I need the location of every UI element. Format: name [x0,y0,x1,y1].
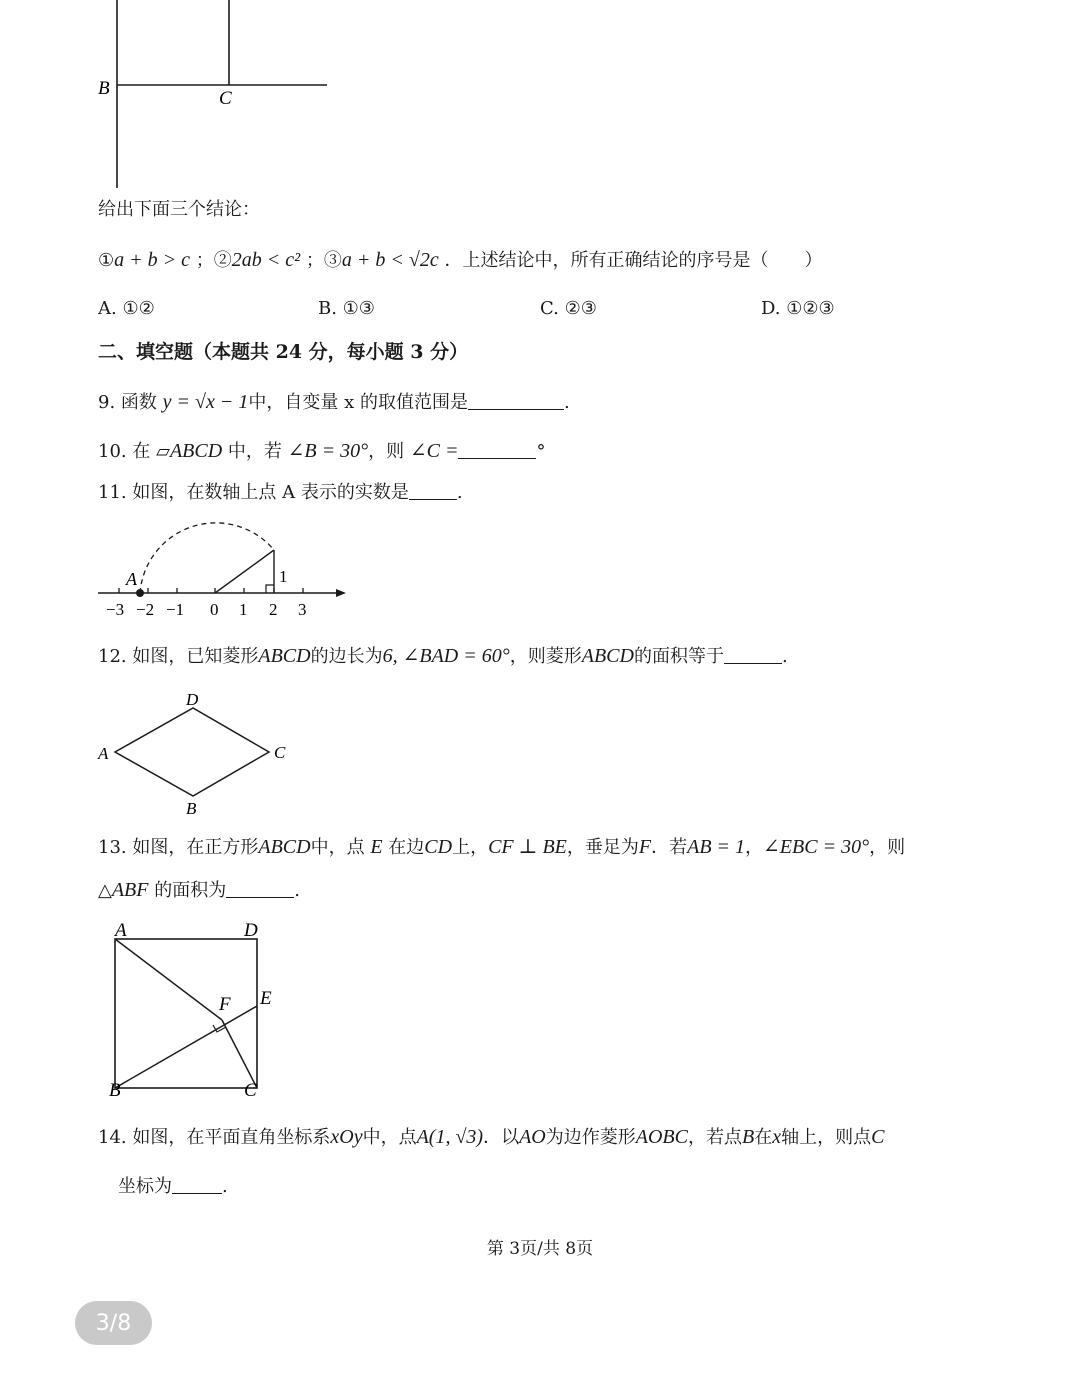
page-indicator[interactable]: 3/8 [75,1301,152,1345]
q13-e6: AB = 1 [687,836,746,858]
q13-label-e: E [260,988,272,1009]
q11-hypotenuse [215,550,274,593]
q14-t5: 在 [754,1127,773,1148]
q11-tick-label: 3 [298,600,307,619]
q14-number: 14. [98,1127,127,1148]
q10-answer-blank[interactable] [458,440,536,459]
q14-end: . [222,1176,228,1197]
q8-choice-b[interactable]: B. ①③ [318,298,375,319]
q12-mid: 的边长为 [310,646,383,667]
page-footer: 第 3页/共 8页 [486,1239,594,1259]
q11-tick-label: −3 [106,600,125,619]
q10-expr3: ∠C = [409,440,459,462]
q12-expr2: 6, ∠BAD = 60° [382,645,510,667]
q14-answer-blank[interactable] [172,1175,222,1194]
q13-label-d: D [244,920,258,941]
q13-label-c: C [244,1080,257,1101]
q8-c2-mark: ；② [195,250,232,271]
q12-post: 的面积等于 [633,646,724,667]
q12-rhombus-figure [92,685,302,820]
q13-t7: ，则 [869,837,906,858]
q13-line2-post: 的面积为 [154,880,227,901]
q12-expr1: ABCD [258,645,311,667]
q10-number: 10. [98,441,127,462]
q13-t6: ， [745,837,764,858]
q13-e4: CF ⊥ BE [488,836,567,858]
q12-label-d: D [186,690,199,709]
q13-square [115,939,257,1088]
q8-choice-c[interactable]: C. ②③ [540,298,597,319]
q11-label-a: A [126,569,137,589]
q12 [98,644,788,669]
q8-c1-mark: ① [98,250,115,271]
q11-answer-blank[interactable] [409,481,457,500]
q13-t3: 上， [452,837,489,858]
q12-number: 12. [98,646,127,667]
top-figure [90,0,340,195]
q10-end: ° [536,441,546,462]
q11-tick-label: −2 [136,600,155,619]
q13-e5: F [638,836,652,858]
q14-pre: 如图，在平面直角坐标系 [132,1127,331,1148]
q11-arc [140,523,274,593]
q14-t4: ，若点 [687,1127,742,1148]
q13-e2: E [370,836,383,858]
q14-e6: x [772,1126,782,1148]
q13-e7: ∠EBC = 30° [763,836,870,858]
q11-axis-arrow [336,589,346,597]
q14-line2-text: 坐标为 [118,1176,172,1197]
q12-expr3: ABCD [581,645,634,667]
q13-line2-expr: ABF [111,879,149,901]
q8-c1-expr: a + b > c [114,249,191,271]
label-b: B [98,78,110,99]
q9-expr: y = √x − 1 [162,391,249,413]
q12-end: . [781,646,788,667]
q14-t2: ．以 [483,1127,520,1148]
q13-triangle-symbol: △ [98,880,112,901]
q12-label-a: A [98,744,109,763]
q10-expr2: ∠B = 30° [287,440,369,462]
q14-line-2 [118,1175,228,1199]
q14-e7: C [871,1126,885,1148]
q8-tail: ．上述结论中，所有正确结论的序号是（ ） [444,250,823,271]
q9-pre: 函数 [120,392,157,413]
q14-e4: AOBC [635,1126,688,1148]
q10-mid2: ，则 [368,441,405,462]
q12-mid2: ，则菱形 [509,646,582,667]
q10-expr1: ABCD [169,440,223,462]
q9-answer-blank[interactable] [468,391,564,410]
q13-answer-blank[interactable] [226,879,294,898]
q11-tick-label: 1 [239,600,248,619]
q14-t1: 中，点 [362,1127,417,1148]
q12-label-c: C [274,743,286,762]
q8-c3-expr: a + b < √2c [341,249,439,271]
q8-c3-mark: ；③ [305,250,342,271]
q8-choice-d[interactable]: D. ①②③ [761,298,835,319]
q13-t2: 在边 [388,837,425,858]
q8-c2-expr: 2ab < c² [231,249,301,271]
q9-post: 中，自变量 x 的取值范围是 [248,392,468,413]
q13-segment-af [115,939,222,1020]
q8-intro: 给出下面三个结论： [98,199,260,220]
q13-e3: CD [424,836,453,858]
q13-label-f: F [219,994,231,1015]
q13-line-1 [98,835,905,860]
q13-label-a: A [115,920,127,941]
q14-e1: xOy [330,1126,363,1148]
q11-end: . [456,482,463,503]
q12-rhombus [115,708,269,796]
q12-label-b: B [186,799,197,818]
q11-text: 如图，在数轴上点 A 表示的实数是 [132,482,409,503]
label-c: C [219,88,232,109]
q13-pre: 如图，在正方形 [132,837,259,858]
q13-square-figure [100,912,300,1102]
q12-answer-blank[interactable] [724,645,782,664]
q13-segment-cf [222,1020,257,1088]
q12-pre: 如图，已知菱形 [132,646,259,667]
q11-label-height: 1 [279,567,288,586]
q8-conclusions [98,248,822,273]
q11-number: 11. [98,482,127,503]
q14-line-1 [98,1125,884,1150]
q13-t4: ，垂足为 [566,837,639,858]
q13-e1: ABCD [258,836,311,858]
q11-tick-label: 0 [210,600,219,619]
q10 [98,439,545,464]
q11-tick-label: −1 [166,600,185,619]
q11-number-line-figure [96,512,356,622]
q11-right-angle-mark [266,585,274,593]
q14-e5: B [741,1126,755,1148]
q9 [98,390,570,415]
q11-point-a [136,589,144,597]
q13-number: 13. [98,837,127,858]
q11 [98,481,463,505]
q13-label-b: B [109,1080,121,1101]
q9-number: 9. [98,392,116,413]
q14-t3: 为边作菱形 [545,1127,636,1148]
q10-mid: 中，若 [227,441,282,462]
section-2-title: 二、填空题（本题共 24 分，每小题 3 分） [98,341,469,363]
q14-e3: AO [519,1126,546,1148]
q13-end: . [294,880,300,901]
q9-end: . [563,392,570,413]
q13-t1: 中，点 [310,837,365,858]
q13-t5: ．若 [651,837,688,858]
q14-t6: 轴上，则点 [781,1127,872,1148]
q14-e2: A(1, √3) [416,1126,484,1148]
q8-choice-a[interactable]: A. ①② [98,298,155,319]
q10-pre: 在 ▱ [132,441,170,462]
q13-line-2 [98,878,300,903]
q11-tick-label: 2 [269,600,278,619]
